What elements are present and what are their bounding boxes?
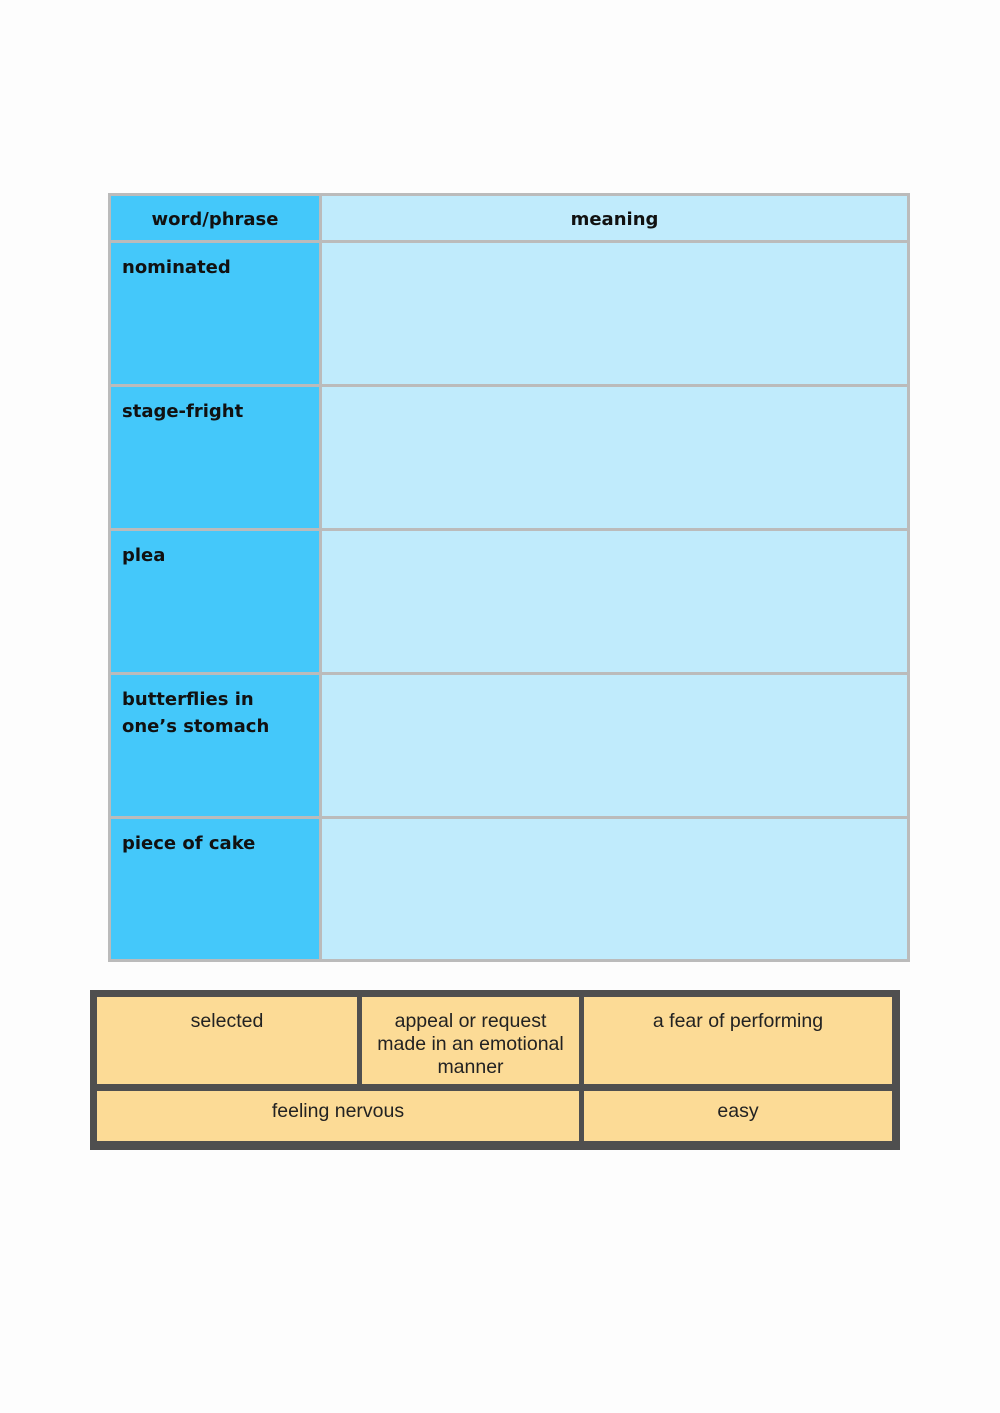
table-row-word — [111, 387, 319, 528]
word-label: stage-fright — [122, 401, 244, 422]
chip-label: selected — [190, 1010, 264, 1032]
word-bank — [90, 990, 900, 1150]
header-meaning — [322, 196, 907, 240]
word-label: plea — [122, 545, 166, 566]
table-row-word — [111, 531, 319, 672]
word-bank-chip[interactable] — [97, 1091, 579, 1141]
header-meaning-label: meaning — [570, 209, 659, 230]
word-bank-chip[interactable] — [584, 1091, 892, 1141]
word-label: piece of cake — [122, 833, 256, 854]
table-row-word — [111, 243, 319, 384]
table-row-word — [111, 675, 319, 816]
chip-label: feeling nervous — [271, 1100, 405, 1122]
word-label: nominated — [122, 257, 231, 278]
chip-label: easy — [717, 1100, 759, 1122]
header-word-label: word/phrase — [151, 209, 279, 230]
meaning-answer-field[interactable] — [322, 675, 907, 816]
table-row-word — [111, 819, 319, 959]
chip-label: appeal or request made in an emotional manner — [377, 1010, 564, 1078]
meaning-answer-field[interactable] — [322, 531, 907, 672]
word-bank-chip[interactable] — [584, 997, 892, 1084]
vocabulary-table — [108, 193, 910, 962]
meaning-answer-field[interactable] — [322, 243, 907, 384]
meaning-answer-field[interactable] — [322, 819, 907, 959]
meaning-answer-field[interactable] — [322, 387, 907, 528]
word-bank-chip[interactable] — [97, 997, 357, 1084]
chip-label: a fear of performing — [652, 1010, 824, 1032]
word-bank-chip[interactable] — [362, 997, 579, 1084]
header-word — [111, 196, 319, 240]
word-label: butterflies in one’s stomach — [122, 689, 270, 737]
